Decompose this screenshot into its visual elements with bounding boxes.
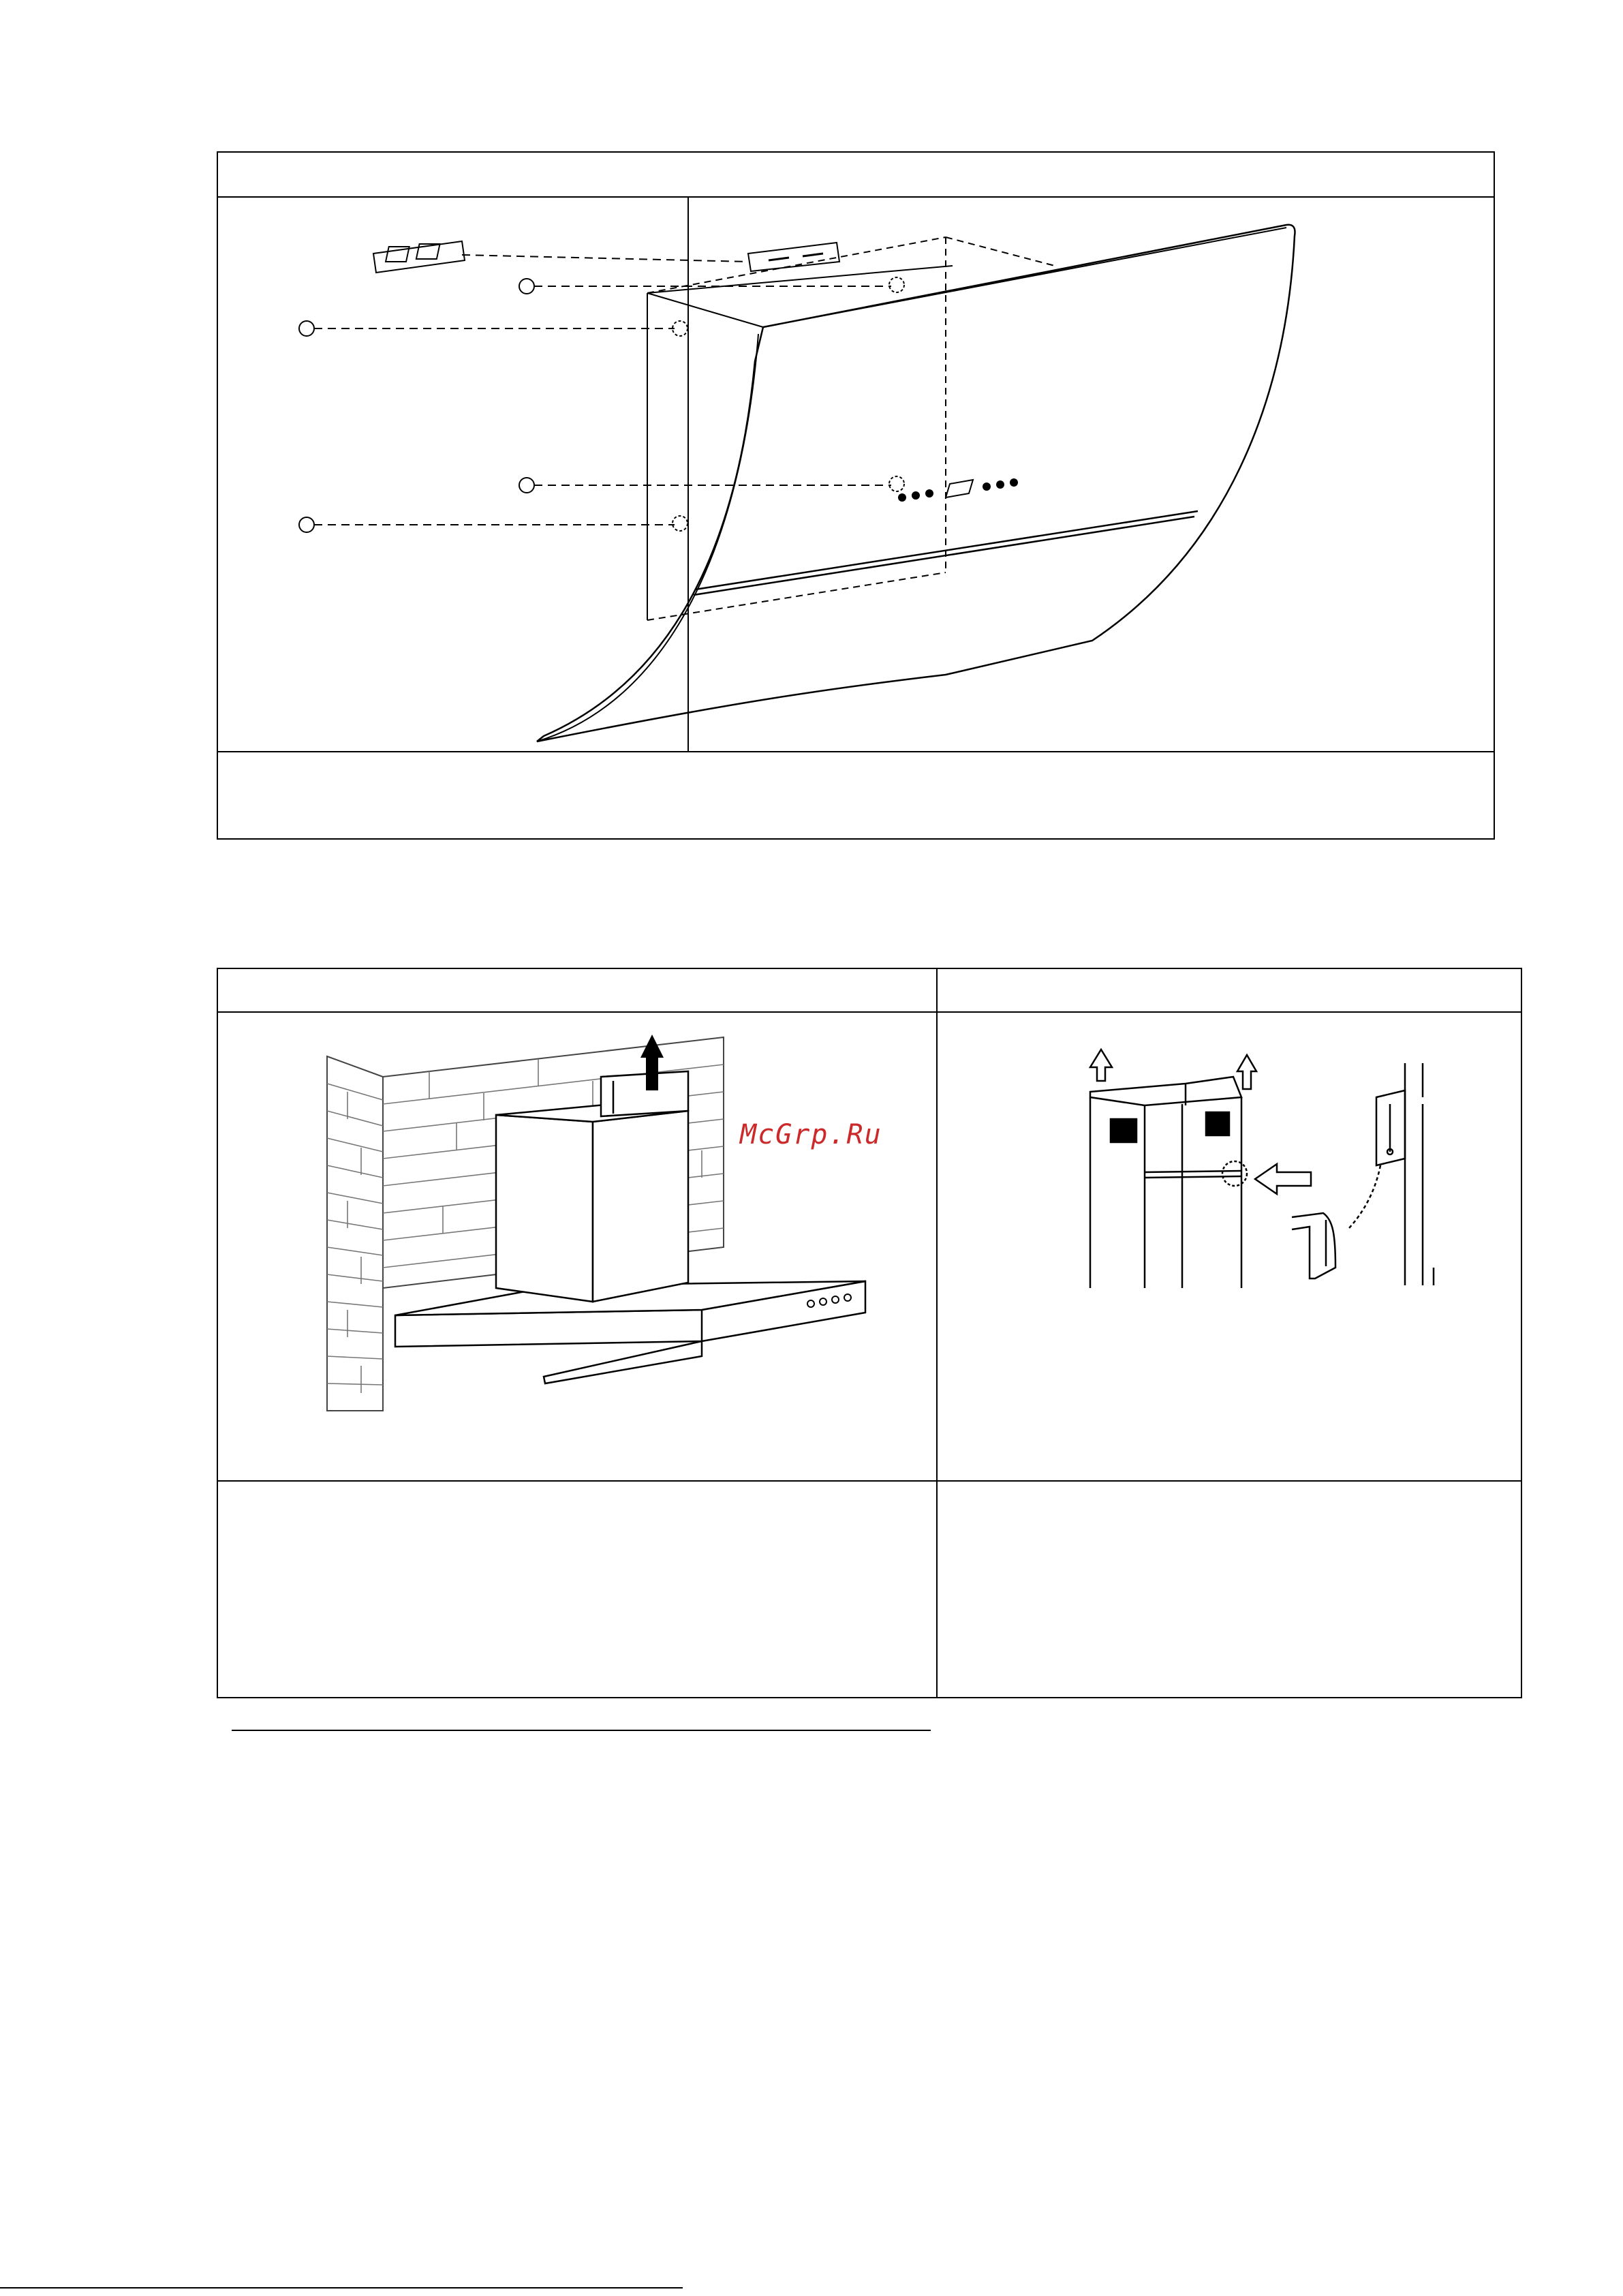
insert-arrow-icon — [1255, 1164, 1311, 1194]
wall-bracket-left — [373, 241, 465, 273]
up-arrow-left-icon — [1090, 1050, 1112, 1081]
hood-canopy — [395, 1281, 865, 1383]
hood-control-buttons — [898, 478, 1018, 502]
top-table-caption-divider — [217, 751, 1495, 752]
wall-bracket-right — [748, 243, 839, 271]
chimney-box-top — [1090, 1077, 1241, 1105]
mounting-screw-guides — [299, 277, 904, 532]
bottom-table-caption-divider — [217, 1480, 1522, 1482]
bottom-table-column-divider — [936, 968, 938, 1698]
chimney-lift-illustration — [320, 1029, 906, 1411]
up-arrow-right-icon — [1237, 1055, 1256, 1089]
hood-wall-mount-diagram — [217, 198, 1495, 751]
chimney-cover — [496, 1071, 688, 1302]
hood-side-plate — [647, 266, 953, 620]
bottom-table-header-divider — [217, 1011, 1522, 1013]
clip-highlight-circle — [1222, 1161, 1247, 1186]
watermark-text: McGrp.Ru — [740, 1119, 882, 1150]
chimney-clip-illustration — [1063, 1050, 1444, 1308]
footnote-separator-line — [232, 1730, 931, 1731]
page-bottom-rule — [0, 2287, 683, 2289]
clip-piece — [1292, 1213, 1335, 1279]
